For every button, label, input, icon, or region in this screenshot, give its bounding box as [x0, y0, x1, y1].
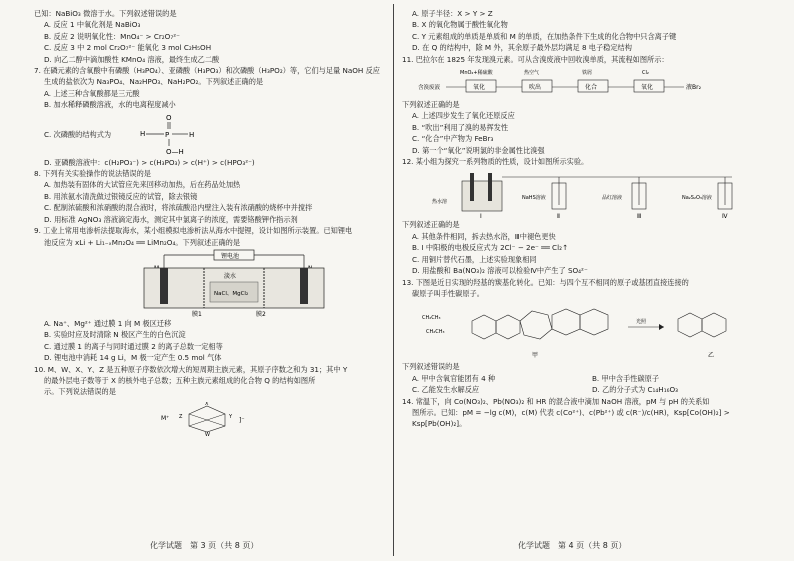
question-8-stem: 8. 下列有关实验操作的说法错误的是: [34, 169, 151, 179]
option-line: 下列叙述正确的是: [402, 100, 460, 110]
question-14-stem: Ksp[Pb(OH)₂]。: [412, 419, 467, 429]
option-line: A. Na⁺、Mg²⁺ 通过膜 1 向 M 极区迁移: [44, 318, 172, 328]
apparatus-number: Ⅱ: [557, 213, 560, 220]
option-line: C. 次磷酸的结构式为: [44, 129, 112, 139]
option-line: A. 上述三种含氧酸都是三元酸: [44, 88, 140, 98]
svg-text:P: P: [165, 130, 170, 139]
text-line: 已知：NaBiO₃ 微溶于水。下列叙述错误的是: [34, 9, 177, 18]
question-13-stem: 13. 下图是近日实现的羟基的羰基化转化。已知：与四个互不相同的原子或基团直接连接的: [402, 277, 689, 287]
option-line: C. 用铜片替代石墨，上述实验现象相同: [412, 254, 537, 264]
question-10-stem: 示。下列说法错误的是: [44, 387, 116, 397]
apparatus-number: Ⅳ: [722, 213, 728, 220]
flow-step: 氧化: [641, 84, 654, 92]
question-14-stem: 14. 常温下，向 Co(NO₃)₂、Pb(NO₃)₂ 和 HR 的混合液中滴加 NaOH 溶液，pM 与 pH 的关系如: [402, 396, 710, 406]
flow-reagent: 铁屑: [582, 70, 593, 77]
apparatus-number: Ⅰ: [480, 213, 482, 220]
option-line: A. 原子半径：X > Y > Z: [412, 9, 493, 18]
page-footer-right: 化学试题 第 4 页（共 8 页）: [518, 541, 627, 550]
question-10-stem: 10. M、W、X、Y、Z 是五种原子序数依次增大的短周期主族元素，其原子序数之和为 31；其中 Y: [34, 364, 348, 374]
question-12-stem: 12. 某小组为探究一系列物质的性质，设计如图所示实验。: [402, 157, 589, 167]
electrodialysis-diagram: [134, 248, 334, 318]
option-line: C. Y 元素组成的单质是单质和 M 的单质，在加热条件下生成的化合物中只含离子键: [412, 31, 677, 41]
question-11-stem: 11. 巴拉尔在 1825 年发现溴元素。可从含溴废液中回收溴单质，其流程如图所示：: [402, 54, 669, 64]
product-label: 乙: [708, 352, 715, 360]
hypophosphorous-structure: [34, 111, 406, 157]
option-line: C. 配制浓硫酸和浓硝酸的混合液时，将浓硫酸沿内壁注入装有浓硝酸的烧杯中并搅拌: [44, 203, 313, 213]
svg-text:X: X: [205, 401, 209, 407]
apparatus-label: Na₂S₂O₃溶液: [682, 195, 712, 202]
option-line: B. 反应 2 说明氧化性：MnO₄⁻ > Cr₂O₇²⁻: [44, 31, 180, 41]
option-line: C. “化合”中产物为 FeBr₃: [412, 134, 494, 144]
flow-step: 化合: [585, 84, 598, 92]
left-column: [34, 8, 406, 436]
flow-step: 氧化: [473, 84, 486, 92]
apparatus-label: 热水溶: [432, 199, 448, 206]
svg-text:Y: Y: [229, 413, 233, 420]
question-7-stem: 生成的盐依次为 Na₃PO₄、Na₂HPO₃、NaH₂PO₂。下列叙述正确的是: [44, 77, 264, 87]
compound-q-figure: [34, 398, 406, 436]
condition-label: 光照: [636, 319, 647, 326]
option-line: D. 在 Q 的结构中，除 M 外，其余原子最外层均满足 8 电子稳定结构: [412, 43, 632, 53]
option-line: C. 乙能发生水解反应: [412, 385, 480, 395]
flow-end: 液Br₂: [686, 84, 701, 92]
flow-reagent: MnO₂+稀硫酸: [460, 70, 493, 77]
apparatus-label: 品红溶液: [602, 195, 623, 202]
option-line: D. 亚磷酸溶液中：c(H₂PO₃⁻) > c(H₃PO₃) > c(H⁺) > c(HPO₃²⁻): [44, 157, 255, 167]
option-line: A. 反应 1 中氧化剂是 NaBiO₃: [44, 20, 141, 30]
flow-reagent: Cl₂: [642, 70, 649, 77]
option-line: B. 用浓氨水清洗做过银镜反应的试管，除去银镜: [44, 191, 198, 201]
reaction-scheme: [402, 299, 762, 361]
question-9-stem: 9. 工业上常用电渗析法提取海水，某小组模拟电渗析法从海水中提锂，设计如图所示装置。已知锂电: [34, 226, 353, 236]
option-line: C. 反应 3 中 2 mol Cr₂O₇²⁻ 能氧化 3 mol C₂H₅OH: [44, 43, 212, 53]
option-line: B. “吹出”利用了溴的易挥发性: [412, 122, 509, 132]
membrane-1-label: 膜1: [192, 310, 202, 318]
flowchart-diagram: [402, 65, 762, 99]
question-7-stem: 7. 在磷元素的含氧酸中有磷酸（H₃PO₄）、亚磷酸（H₃PO₃）和次磷酸（H₃PO₂）等，它们与足量 NaOH 反应: [34, 66, 380, 76]
option-line: B. X 的氧化物属于酸性氧化物: [412, 20, 508, 30]
question-14-stem: 图所示。已知：pM = −lg c(M)，c(M) 代表 c(Co²⁺)、c(Pb²⁺) 或 c(R⁻)/c(HR)，Ksp[Co(OH)₂] >: [412, 407, 730, 417]
option-line: B. Ⅰ 中阳极的电极反应式为 2Cl⁻ − 2e⁻ ══ Cl₂↑: [412, 243, 568, 253]
right-column: [402, 8, 774, 430]
cell-label: 锂电池: [221, 252, 240, 260]
option-line: A. 上述四步发生了氧化还原反应: [412, 111, 515, 121]
structure-formula-icon: [130, 111, 210, 157]
apparatus-diagram: [402, 167, 762, 219]
apparatus-figure: [402, 167, 774, 219]
salt-label: NaCl、MgCl₂: [214, 290, 249, 297]
option-row: [402, 384, 774, 395]
svg-text:CH₂CH₃: CH₂CH₃: [422, 315, 441, 322]
option-line: B. 实验时应及时清除 N 极区产生的白色沉淀: [44, 330, 186, 340]
apparatus-label: NaHS溶液: [522, 195, 546, 202]
svg-text:W: W: [205, 431, 210, 436]
flow-reagent: 热空气: [524, 70, 540, 77]
option-line: A. 其他条件相同，拆去热水浴，Ⅲ中褪色更快: [412, 231, 556, 241]
svg-text:H: H: [189, 130, 195, 139]
option-line: A. 加热装有固体的大试管应先来回移动加热，后在药品处加热: [44, 180, 241, 190]
svg-text:H: H: [140, 129, 146, 138]
flow-start: 含溴废液: [418, 85, 441, 92]
reactant-label: 甲: [532, 352, 539, 360]
membrane-2-label: 膜2: [256, 310, 266, 318]
svg-text:O: O: [166, 113, 172, 122]
flow-step: 吹出: [529, 84, 542, 92]
option-line: A. 甲中含氧官能团有 4 种: [412, 373, 496, 383]
option-line: 下列叙述错误的是: [402, 362, 460, 372]
option-line: 下列叙述正确的是: [402, 220, 460, 230]
svg-text:Z: Z: [179, 413, 183, 420]
svg-text:CH₂CH₃: CH₂CH₃: [426, 329, 445, 336]
option-line: D. 用标准 AgNO₃ 溶液滴定海水，测定其中氯离子的浓度，需要铬酸钾作指示剂: [44, 214, 298, 224]
option-row: [402, 373, 774, 384]
svg-text:O—H: O—H: [166, 147, 184, 156]
electrodialysis-figure: [34, 248, 406, 318]
svg-text:]⁻: ]⁻: [239, 416, 245, 424]
question-9-stem: 池反应为 xLi + Li₁₋ₓMn₂O₄ ══ LiMn₂O₄。下列叙述正确的是: [44, 237, 241, 247]
apparatus-number: Ⅲ: [637, 213, 642, 220]
compound-q-structure-icon: [159, 402, 279, 436]
bromine-flowchart: [402, 65, 774, 99]
option-line: D. 用盐酸和 Ba(NO₃)₂ 溶液可以检验Ⅳ中产生了 SO₄²⁻: [412, 266, 588, 276]
fresh-water-label: 淡水: [224, 272, 237, 280]
option-line: B. 甲中含手性碳原子: [592, 373, 660, 383]
option-line: D. 向乙二醇中滴加酸性 KMnO₄ 溶液，最终生成乙二酸: [44, 54, 220, 64]
option-line: C. 通过膜 1 的离子与同时通过膜 2 的离子总数一定相等: [44, 341, 223, 351]
question-10-stem: 的最外层电子数等于 X 的核外电子总数；五种主族元素组成的化合物 Q 的结构如图所: [44, 375, 316, 385]
page-footer-left: 化学试题 第 3 页（共 8 页）: [150, 541, 259, 550]
svg-text:M⁺: M⁺: [161, 414, 170, 422]
option-line: D. 乙的分子式为 C₁₄H₁₆O₃: [592, 385, 679, 395]
question-13-stem: 碳原子叫手性碳原子。: [412, 288, 484, 298]
option-line: B. 加水稀释磷酸溶液，水的电离程度减小: [44, 100, 176, 110]
option-line: D. 锂电池中消耗 14 g Li，M 极一定产生 0.5 mol 气体: [44, 353, 222, 363]
option-line: D. 第一个“氧化”说明氯的非金属性比溴强: [412, 145, 545, 155]
reaction-figure: [402, 299, 774, 361]
